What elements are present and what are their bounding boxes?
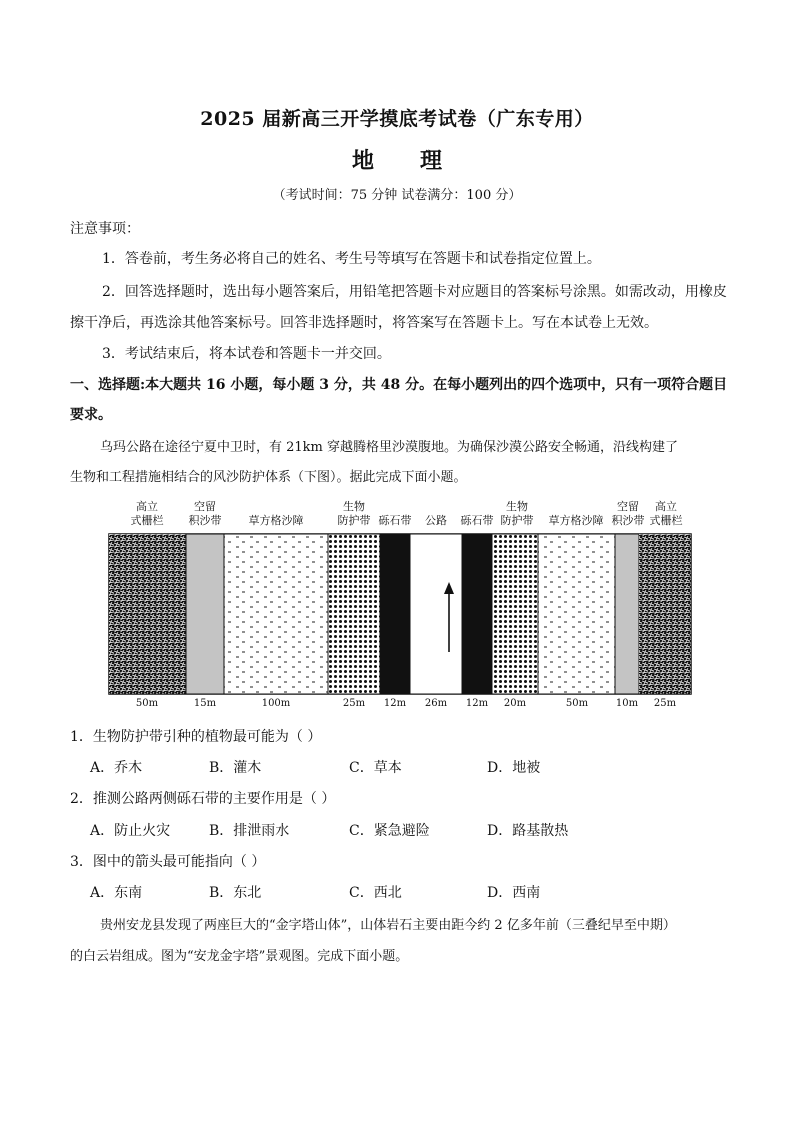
notice-item: 擦干净后，再选涂其他答案标号。回答非选择题时，将答案写在答题卡上。写在本试卷上无效。 — [70, 315, 658, 331]
sand-strip-left — [186, 534, 224, 694]
label-gravel-right: 砾石带 — [460, 514, 494, 527]
road-strip — [410, 534, 462, 694]
label-sand-left: 空留 积沙带 — [188, 500, 222, 527]
passage-text: 乌玛公路在途径宁夏中卫时，有 21km 穿越腾格里沙漠腹地。为确保沙漠公路安全畅通，沿线构建了 — [100, 440, 679, 455]
subject-title: 地理 — [351, 148, 488, 174]
width-fence-right: 25m — [653, 698, 677, 709]
notice-item: 1．答卷前，考生务必将自己的姓名、考生号等填写在答题卡和试卷指定位置上。 — [102, 251, 601, 267]
width-bio-right: 20m — [503, 698, 527, 709]
option-b: B．灌木 — [209, 760, 262, 776]
width-sand-right: 10m — [615, 698, 639, 709]
bio-strip-left — [328, 534, 380, 694]
label-gravel-left: 砾石带 — [378, 514, 412, 527]
fence-strip-left — [109, 534, 186, 694]
option-d: D．地被 — [487, 760, 541, 776]
label-grid-left: 草方格沙障 — [248, 514, 304, 527]
passage-text: 贵州安龙县发现了两座巨大的“金字塔山体”，山体岩石主要由距今约 2 亿多年前（三叠纪早至中期） — [100, 918, 676, 933]
width-gravel-right: 12m — [465, 698, 489, 709]
bio-strip-right — [492, 534, 538, 694]
option-a: A．乔木 — [90, 760, 143, 776]
fence-strip-right — [639, 534, 691, 694]
label-road: 公路 — [425, 514, 447, 527]
option-c: C．紧急避险 — [349, 823, 430, 839]
label-bio-left: 生物 防护带 — [337, 500, 371, 527]
passage-text: 生物和工程措施相结合的风沙防护体系（下图）。据此完成下面小题。 — [70, 470, 467, 485]
option-d: D．路基散热 — [487, 823, 569, 839]
grid-strip-left — [224, 534, 328, 694]
option-a: A．东南 — [90, 885, 143, 901]
width-grid-left: 100m — [261, 698, 291, 709]
label-fence-right: 高立 式栅栏 — [649, 500, 683, 527]
width-fence-left: 50m — [135, 698, 159, 709]
windbreak-diagram — [108, 494, 696, 714]
option-c: C．西北 — [349, 885, 402, 901]
label-sand-right: 空留 积沙带 — [611, 500, 645, 527]
width-road: 26m — [424, 698, 448, 709]
option-b: B．东北 — [209, 885, 262, 901]
notice-item: 2．回答选择题时，选出每小题答案后，用铅笔把答题卡对应题目的答案标号涂黑。如需改动，用橡皮 — [102, 284, 727, 300]
width-sand-left: 15m — [193, 698, 217, 709]
width-bio-left: 25m — [342, 698, 366, 709]
gravel-strip-left — [380, 534, 410, 694]
width-gravel-left: 12m — [383, 698, 407, 709]
option-c: C．草本 — [349, 760, 402, 776]
notice-heading: 注意事项： — [70, 221, 140, 237]
sand-strip-right — [615, 534, 639, 694]
grid-strip-right — [538, 534, 615, 694]
option-a: A．防止火灾 — [90, 823, 171, 839]
question-stem: 3．图中的箭头最可能指向（ ） — [70, 854, 266, 870]
question-stem: 1．生物防护带引种的植物最可能为（ ） — [70, 729, 322, 745]
notice-item: 3．考试结束后，将本试卷和答题卡一并交回。 — [102, 346, 391, 362]
gravel-strip-right — [462, 534, 492, 694]
label-grid-right: 草方格沙障 — [548, 514, 604, 527]
section-heading: 一、选择题:本大题共 16 小题，每小题 3 分，共 48 分。在每小题列出的四个选项中，只有一项符合题目 — [70, 377, 728, 393]
option-d: D．西南 — [487, 885, 541, 901]
passage-text: 的白云岩组成。图为“安龙金字塔”景观图。完成下面小题。 — [70, 949, 409, 964]
option-b: B．排泄雨水 — [209, 823, 290, 839]
question-stem: 2．推测公路两侧砾石带的主要作用是（ ） — [70, 791, 336, 807]
label-fence-left: 高立 式栅栏 — [130, 500, 164, 527]
exam-title: 2025 届新高三开学摸底考试卷（广东专用） — [200, 108, 594, 130]
exam-time-info: （考试时间：75 分钟 试卷满分：100 分） — [272, 188, 522, 203]
width-grid-right: 50m — [565, 698, 589, 709]
section-heading-cont: 要求。 — [70, 407, 112, 423]
label-bio-right: 生物 防护带 — [500, 500, 534, 527]
